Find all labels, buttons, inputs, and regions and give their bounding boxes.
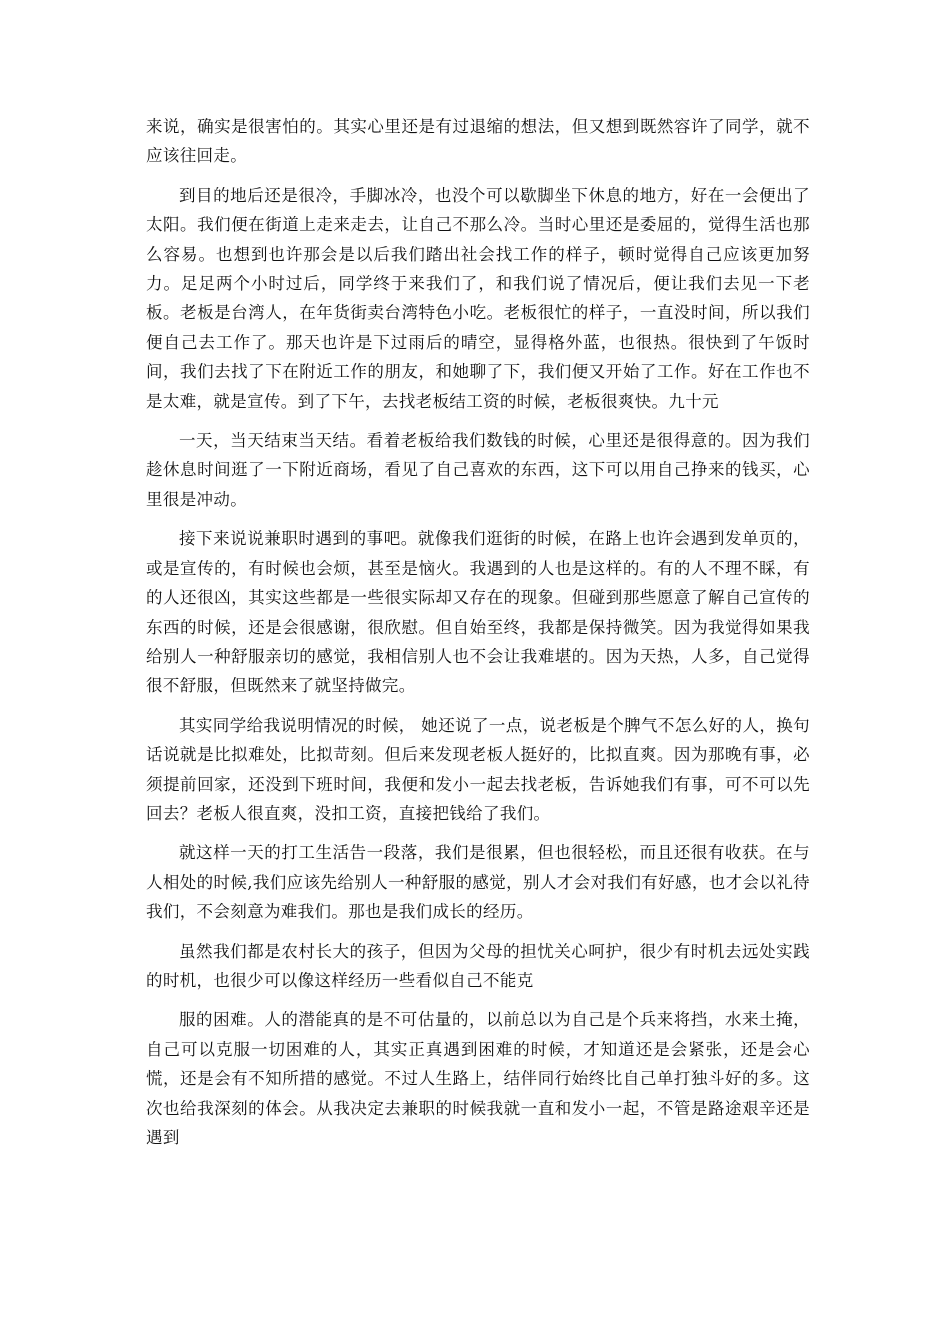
paragraph-1: 来说，确实是很害怕的。其实心里还是有过退缩的想法，但又想到既然容许了同学，就不应该往回走。: [146, 117, 810, 166]
paragraph-8: 服的困难。人的潜能真的是不可估量的，以前总以为自己是个兵来将挡，水来土掩，自己可以克服一切困难的人，其实正真遇到困难的时候，才知道还是会紧张，还是会心慌，还是会有不知所措的感觉。不过人生路上，结伴同行始终比自己单打独斗好的多。这次也给我深刻的体会。从我决定去兼职的时候我就一直和发小一起，不管是路途艰辛还是遇到: [146, 1010, 810, 1147]
paragraph-5: 其实同学给我说明情况的时候， 她还说了一点，说老板是个脾气不怎么好的人，换句话说就是比拟难处，比拟苛刻。但后来发现老板人挺好的，比拟直爽。因为那晚有事，必须提前回家，还没到下班时间，我便和发小一起去找老板，告诉她我们有事，可不可以先回去？老板人很直爽，没扣工资，直接把钱给了我们。: [146, 715, 810, 823]
paragraph-6: 就这样一天的打工生活告一段落，我们是很累，但也很轻松，而且还很有收获。在与人相处的时候,我们应该先给别人一种舒服的感觉，别人才会对我们有好感，也才会以礼待我们，不会刻意为难我们。那也是我们成长的经历。: [146, 843, 810, 922]
paragraph-4: 接下来说说兼职时遇到的事吧。就像我们逛街的时候，在路上也许会遇到发单页的，或是宣传的，有时候也会烦，甚至是恼火。我遇到的人也是这样的。有的人不理不睬，有的人还很凶，其实这些都是一些很实际却又存在的现象。但碰到那些愿意了解自己宣传的东西的时候，还是会很感谢，很欣慰。但自始至终，我都是保持微笑。因为我觉得如果我给别人一种舒服亲切的感觉，我相信别人也不会让我难堪的。因为天热，人多，自己觉得很不舒服，但既然来了就坚持做完。: [146, 529, 810, 696]
paragraph-7: 虽然我们都是农村长大的孩子，但因为父母的担忧关心呵护，很少有时机去远处实践的时机，也很少可以像这样经历一些看似自己不能克: [146, 941, 810, 990]
paragraph-3: 一天，当天结束当天结。看着老板给我们数钱的时候，心里还是很得意的。因为我们趁休息时间逛了一下附近商场，看见了自己喜欢的东西，这下可以用自己挣来的钱买，心里很是冲动。: [146, 431, 810, 509]
document-body: [146, 112, 810, 1162]
paragraph-2: 到目的地后还是很冷，手脚冰冷，也没个可以歇脚坐下休息的地方，好在一会便出了太阳。我们便在街道上走来走去，让自己不那么冷。当时心里还是委屈的，觉得生活也那么容易。也想到也许那会是以后我们踏出社会找工作的样子，顿时觉得自己应该更加努力。足足两个小时过后，同学终于来我们了，和我们说了情况后，便让我们去见一下老板。老板是台湾人，在年货街卖台湾特色小吃。老板很忙的样子，一直没时间，所以我们便自己去工作了。那天也许是下过雨后的晴空，显得格外蓝，也很热。很快到了午饭时间，我们去找了下在附近工作的朋友，和她聊了下，我们便又开始了工作。好在工作也不是太难，就是宣传。到了下午，去找老板结工资的时候，老板很爽快。九十元: [146, 185, 810, 411]
